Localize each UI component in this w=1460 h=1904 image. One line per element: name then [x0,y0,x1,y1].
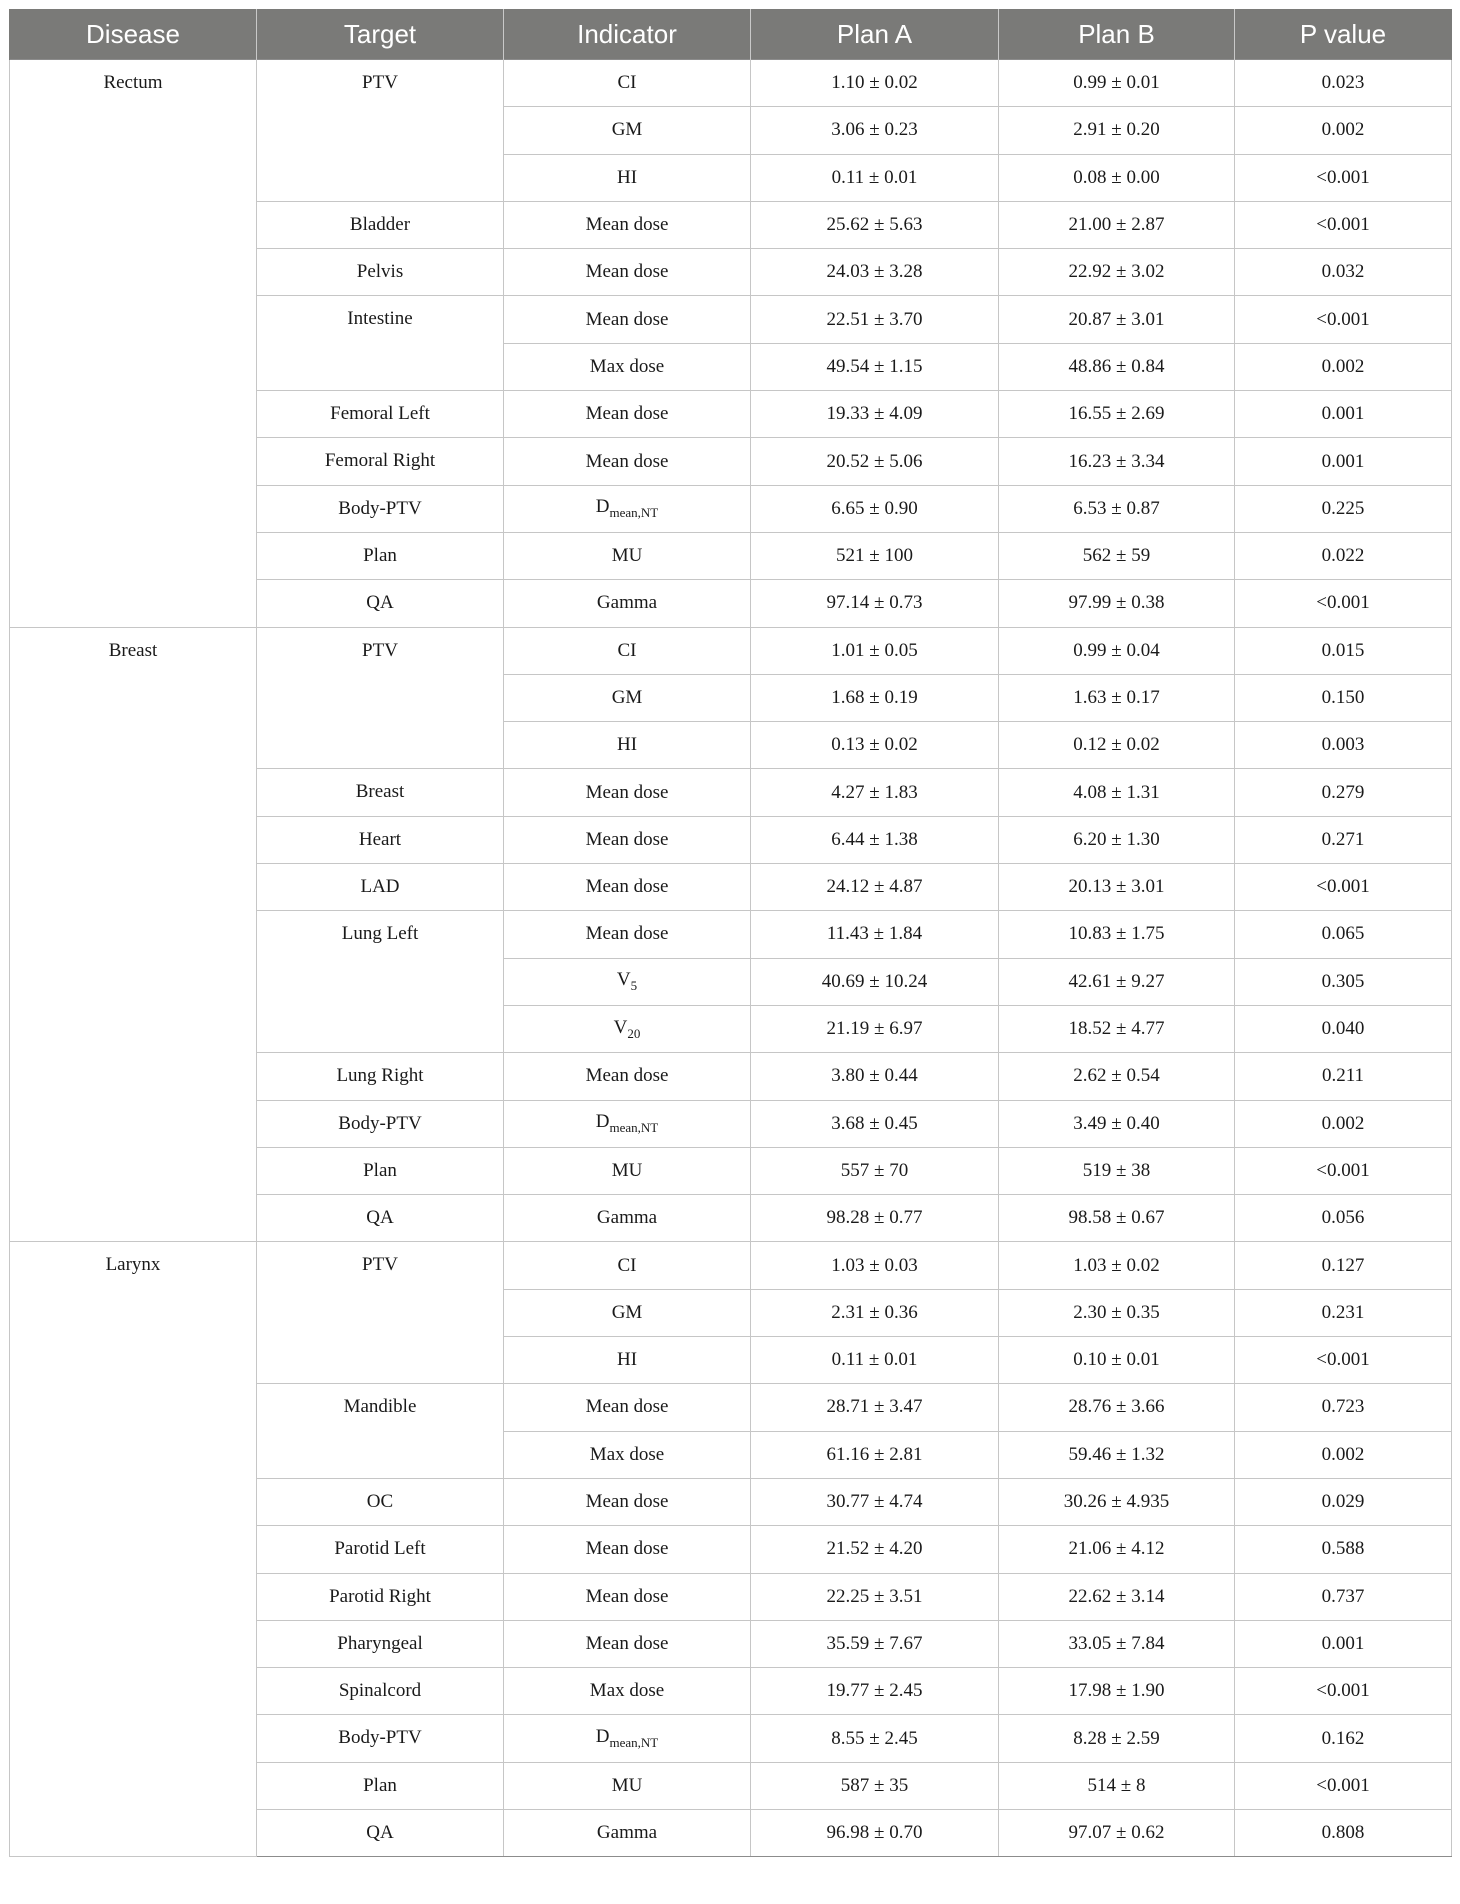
indicator-cell [504,1762,751,1809]
indicator-label: Max dose [589,1443,665,1465]
plan-b-cell: 16.23 ± 3.34 [999,438,1235,485]
plan-a-cell: 587 ± 35 [751,1762,999,1809]
plan-a-cell: 21.52 ± 4.20 [751,1526,999,1573]
indicator-label: D [595,1726,610,1748]
indicator-label: GM [611,1301,643,1323]
plan-b-cell: 0.10 ± 0.01 [999,1337,1235,1384]
plan-b-cell: 0.99 ± 0.04 [999,627,1235,674]
indicator-label: Mean dose [585,214,669,236]
table-header [10,9,1452,60]
p-value-cell: 0.056 [1235,1195,1452,1242]
plan-a-cell: 98.28 ± 0.77 [751,1195,999,1242]
plan-a-cell: 21.19 ± 6.97 [751,1005,999,1052]
indicator-label: Mean dose [585,923,669,945]
plan-a-cell: 22.25 ± 3.51 [751,1573,999,1620]
indicator-label: V [616,969,631,991]
plan-a-cell: 19.77 ± 2.45 [751,1668,999,1715]
indicator-subscript: mean,NT [609,505,659,521]
indicator-cell [504,296,751,343]
plan-b-cell: 0.99 ± 0.01 [999,60,1235,107]
plan-a-cell: 49.54 ± 1.15 [751,343,999,390]
indicator-cell [504,391,751,438]
p-value-cell: 0.127 [1235,1242,1452,1289]
target-cell: Spinalcord [257,1668,504,1715]
indicator-label: MU [611,545,643,567]
target-cell: QA [257,1809,504,1856]
indicator-label: HI [616,166,638,188]
target-cell: QA [257,580,504,627]
plan-a-cell: 28.71 ± 3.47 [751,1384,999,1431]
disease-cell: Larynx [10,1242,257,1857]
plan-b-cell: 4.08 ± 1.31 [999,769,1235,816]
p-value-cell: 0.162 [1235,1715,1452,1762]
header-plan-b: Plan B [999,9,1235,60]
p-value-cell: 0.588 [1235,1526,1452,1573]
plan-a-cell: 61.16 ± 2.81 [751,1431,999,1478]
indicator-label: D [595,496,610,518]
target-cell: PTV [257,1242,504,1384]
plan-b-cell: 22.62 ± 3.14 [999,1573,1235,1620]
target-cell: Parotid Right [257,1573,504,1620]
plan-b-cell: 17.98 ± 1.90 [999,1668,1235,1715]
indicator-cell [504,1715,751,1762]
indicator-cell [504,1809,751,1856]
indicator-label: Mean dose [585,261,669,283]
target-cell: Femoral Left [257,391,504,438]
p-value-cell: <0.001 [1235,296,1452,343]
p-value-cell: <0.001 [1235,1762,1452,1809]
plan-b-cell: 8.28 ± 2.59 [999,1715,1235,1762]
p-value-cell: 0.150 [1235,674,1452,721]
plan-a-cell: 1.68 ± 0.19 [751,674,999,721]
indicator-label: D [595,1111,610,1133]
indicator-cell [504,1195,751,1242]
plan-b-cell: 2.91 ± 0.20 [999,107,1235,154]
p-value-cell: 0.305 [1235,958,1452,1005]
p-value-cell: <0.001 [1235,1147,1452,1194]
plan-a-cell: 30.77 ± 4.74 [751,1478,999,1525]
p-value-cell: 0.808 [1235,1809,1452,1856]
p-value-cell: 0.023 [1235,60,1452,107]
indicator-cell [504,911,751,958]
p-value-cell: 0.723 [1235,1384,1452,1431]
indicator-label: Mean dose [585,450,669,472]
target-cell: Pharyngeal [257,1620,504,1667]
p-value-cell: 0.022 [1235,532,1452,579]
target-cell: Mandible [257,1384,504,1479]
header-plan-a: Plan A [751,9,999,60]
plan-a-cell: 6.65 ± 0.90 [751,485,999,532]
indicator-cell [504,1005,751,1052]
p-value-cell: 0.040 [1235,1005,1452,1052]
target-cell: OC [257,1478,504,1525]
indicator-label: Mean dose [585,1396,669,1418]
indicator-label: Mean dose [585,1632,669,1654]
indicator-cell [504,1289,751,1336]
indicator-label: V [613,1016,628,1038]
target-cell: Lung Left [257,911,504,1053]
p-value-cell: <0.001 [1235,154,1452,201]
plan-b-cell: 6.53 ± 0.87 [999,485,1235,532]
plan-a-cell: 4.27 ± 1.83 [751,769,999,816]
indicator-label: HI [616,734,638,756]
plan-b-cell: 30.26 ± 4.935 [999,1478,1235,1525]
plan-b-cell: 48.86 ± 0.84 [999,343,1235,390]
plan-a-cell: 3.06 ± 0.23 [751,107,999,154]
plan-a-cell: 0.13 ± 0.02 [751,722,999,769]
p-value-cell: 0.211 [1235,1053,1452,1100]
table-row [10,627,1452,674]
target-cell: LAD [257,864,504,911]
p-value-cell: 0.001 [1235,391,1452,438]
plan-b-cell: 42.61 ± 9.27 [999,958,1235,1005]
plan-b-cell: 33.05 ± 7.84 [999,1620,1235,1667]
indicator-label: Mean dose [585,1491,669,1513]
plan-a-cell: 22.51 ± 3.70 [751,296,999,343]
plan-a-cell: 1.01 ± 0.05 [751,627,999,674]
table-body [10,60,1452,1857]
target-cell: Body-PTV [257,1100,504,1147]
indicator-subscript: 20 [627,1025,641,1041]
target-cell: Breast [257,769,504,816]
indicator-cell [504,769,751,816]
p-value-cell: 0.002 [1235,1431,1452,1478]
p-value-cell: <0.001 [1235,580,1452,627]
p-value-cell: 0.003 [1235,722,1452,769]
p-value-cell: 0.001 [1235,1620,1452,1667]
indicator-cell [504,485,751,532]
indicator-cell [504,1478,751,1525]
target-cell: Plan [257,532,504,579]
indicator-cell [504,816,751,863]
indicator-label: MU [611,1774,643,1796]
p-value-cell: 0.271 [1235,816,1452,863]
indicator-subscript: 5 [630,978,638,994]
indicator-label: Mean dose [585,403,669,425]
plan-b-cell: 97.99 ± 0.38 [999,580,1235,627]
target-cell: Plan [257,1147,504,1194]
disease-cell: Breast [10,627,257,1242]
plan-b-cell: 59.46 ± 1.32 [999,1431,1235,1478]
header-disease: Disease [10,9,257,60]
plan-b-cell: 6.20 ± 1.30 [999,816,1235,863]
p-value-cell: 0.225 [1235,485,1452,532]
indicator-cell [504,1384,751,1431]
plan-b-cell: 21.00 ± 2.87 [999,201,1235,248]
indicator-label: MU [611,1159,643,1181]
comparison-table [9,9,1452,1857]
plan-a-cell: 2.31 ± 0.36 [751,1289,999,1336]
plan-a-cell: 11.43 ± 1.84 [751,911,999,958]
plan-a-cell: 40.69 ± 10.24 [751,958,999,1005]
target-cell: Body-PTV [257,485,504,532]
indicator-cell [504,343,751,390]
indicator-cell [504,60,751,107]
target-cell: PTV [257,627,504,769]
plan-a-cell: 3.68 ± 0.45 [751,1100,999,1147]
plan-a-cell: 20.52 ± 5.06 [751,438,999,485]
plan-a-cell: 97.14 ± 0.73 [751,580,999,627]
p-value-cell: 0.231 [1235,1289,1452,1336]
header-row [10,9,1452,60]
target-cell: Heart [257,816,504,863]
indicator-label: CI [617,639,637,661]
target-cell: QA [257,1195,504,1242]
indicator-label: Mean dose [585,876,669,898]
indicator-label: Mean dose [585,1585,669,1607]
p-value-cell: 0.002 [1235,1100,1452,1147]
table-row [10,1242,1452,1289]
p-value-cell: 0.015 [1235,627,1452,674]
plan-b-cell: 20.87 ± 3.01 [999,296,1235,343]
plan-b-cell: 2.30 ± 0.35 [999,1289,1235,1336]
target-cell: PTV [257,60,504,202]
p-value-cell: 0.065 [1235,911,1452,958]
plan-a-cell: 35.59 ± 7.67 [751,1620,999,1667]
target-cell: Body-PTV [257,1715,504,1762]
p-value-cell: <0.001 [1235,1337,1452,1384]
indicator-label: HI [616,1349,638,1371]
indicator-label: CI [617,1254,637,1276]
indicator-label: GM [611,687,643,708]
target-cell: Femoral Right [257,438,504,485]
plan-a-cell: 24.03 ± 3.28 [751,249,999,296]
plan-a-cell: 19.33 ± 4.09 [751,391,999,438]
plan-b-cell: 0.12 ± 0.02 [999,722,1235,769]
plan-b-cell: 28.76 ± 3.66 [999,1384,1235,1431]
indicator-label: Mean dose [585,308,669,330]
plan-b-cell: 18.52 ± 4.77 [999,1005,1235,1052]
header-p-value: P value [1235,9,1452,60]
p-value-cell: 0.002 [1235,107,1452,154]
indicator-cell [504,532,751,579]
indicator-label: GM [611,119,643,141]
indicator-cell [504,1242,751,1289]
plan-b-cell: 10.83 ± 1.75 [999,911,1235,958]
target-cell: Lung Right [257,1053,504,1100]
indicator-cell [504,864,751,911]
p-value-cell: 0.029 [1235,1478,1452,1525]
indicator-label: Mean dose [585,781,669,803]
indicator-label: Max dose [589,1680,665,1702]
target-cell: Pelvis [257,249,504,296]
plan-a-cell: 1.10 ± 0.02 [751,60,999,107]
plan-b-cell: 98.58 ± 0.67 [999,1195,1235,1242]
plan-b-cell: 16.55 ± 2.69 [999,391,1235,438]
disease-cell: Rectum [10,60,257,628]
indicator-cell [504,249,751,296]
plan-a-cell: 0.11 ± 0.01 [751,154,999,201]
indicator-cell [504,154,751,201]
indicator-cell [504,201,751,248]
plan-b-cell: 21.06 ± 4.12 [999,1526,1235,1573]
indicator-cell [504,1668,751,1715]
target-cell: Parotid Left [257,1526,504,1573]
plan-b-cell: 3.49 ± 0.40 [999,1100,1235,1147]
indicator-cell [504,1620,751,1667]
indicator-cell [504,1573,751,1620]
header-indicator: Indicator [504,9,751,60]
indicator-label: Mean dose [585,1065,669,1087]
plan-a-cell: 3.80 ± 0.44 [751,1053,999,1100]
target-cell: Intestine [257,296,504,391]
target-cell: Bladder [257,201,504,248]
p-value-cell: 0.002 [1235,343,1452,390]
plan-a-cell: 25.62 ± 5.63 [751,201,999,248]
indicator-cell [504,1431,751,1478]
indicator-cell [504,438,751,485]
plan-a-cell: 8.55 ± 2.45 [751,1715,999,1762]
indicator-cell [504,958,751,1005]
indicator-label: Gamma [596,1822,658,1844]
indicator-subscript: mean,NT [609,1120,659,1136]
indicator-cell [504,1147,751,1194]
p-value-cell: <0.001 [1235,864,1452,911]
plan-b-cell: 2.62 ± 0.54 [999,1053,1235,1100]
p-value-cell: 0.279 [1235,769,1452,816]
plan-b-cell: 562 ± 59 [999,532,1235,579]
header-target: Target [257,9,504,60]
target-cell: Plan [257,1762,504,1809]
plan-a-cell: 521 ± 100 [751,532,999,579]
plan-a-cell: 557 ± 70 [751,1147,999,1194]
comparison-table-container [9,9,1451,1857]
indicator-cell [504,674,751,721]
indicator-cell [504,1053,751,1100]
indicator-label: Gamma [596,1207,658,1229]
plan-b-cell: 519 ± 38 [999,1147,1235,1194]
indicator-cell [504,722,751,769]
indicator-subscript: mean,NT [609,1735,659,1751]
indicator-cell [504,1100,751,1147]
plan-b-cell: 514 ± 8 [999,1762,1235,1809]
p-value-cell: <0.001 [1235,1668,1452,1715]
p-value-cell: 0.737 [1235,1573,1452,1620]
indicator-cell [504,580,751,627]
plan-a-cell: 96.98 ± 0.70 [751,1809,999,1856]
indicator-cell [504,1526,751,1573]
p-value-cell: 0.001 [1235,438,1452,485]
plan-b-cell: 1.63 ± 0.17 [999,674,1235,721]
plan-a-cell: 24.12 ± 4.87 [751,864,999,911]
plan-a-cell: 6.44 ± 1.38 [751,816,999,863]
plan-b-cell: 97.07 ± 0.62 [999,1809,1235,1856]
plan-b-cell: 20.13 ± 3.01 [999,864,1235,911]
indicator-label: Mean dose [585,1538,669,1560]
indicator-label: CI [617,72,637,94]
indicator-cell [504,1337,751,1384]
plan-b-cell: 0.08 ± 0.00 [999,154,1235,201]
indicator-label: Gamma [596,592,658,614]
plan-b-cell: 22.92 ± 3.02 [999,249,1235,296]
indicator-cell [504,107,751,154]
indicator-label: Max dose [589,355,665,377]
p-value-cell: 0.032 [1235,249,1452,296]
plan-a-cell: 0.11 ± 0.01 [751,1337,999,1384]
plan-b-cell: 1.03 ± 0.02 [999,1242,1235,1289]
indicator-cell [504,627,751,674]
plan-a-cell: 1.03 ± 0.03 [751,1242,999,1289]
table-row [10,60,1452,107]
p-value-cell: <0.001 [1235,201,1452,248]
indicator-label: Mean dose [585,828,669,850]
